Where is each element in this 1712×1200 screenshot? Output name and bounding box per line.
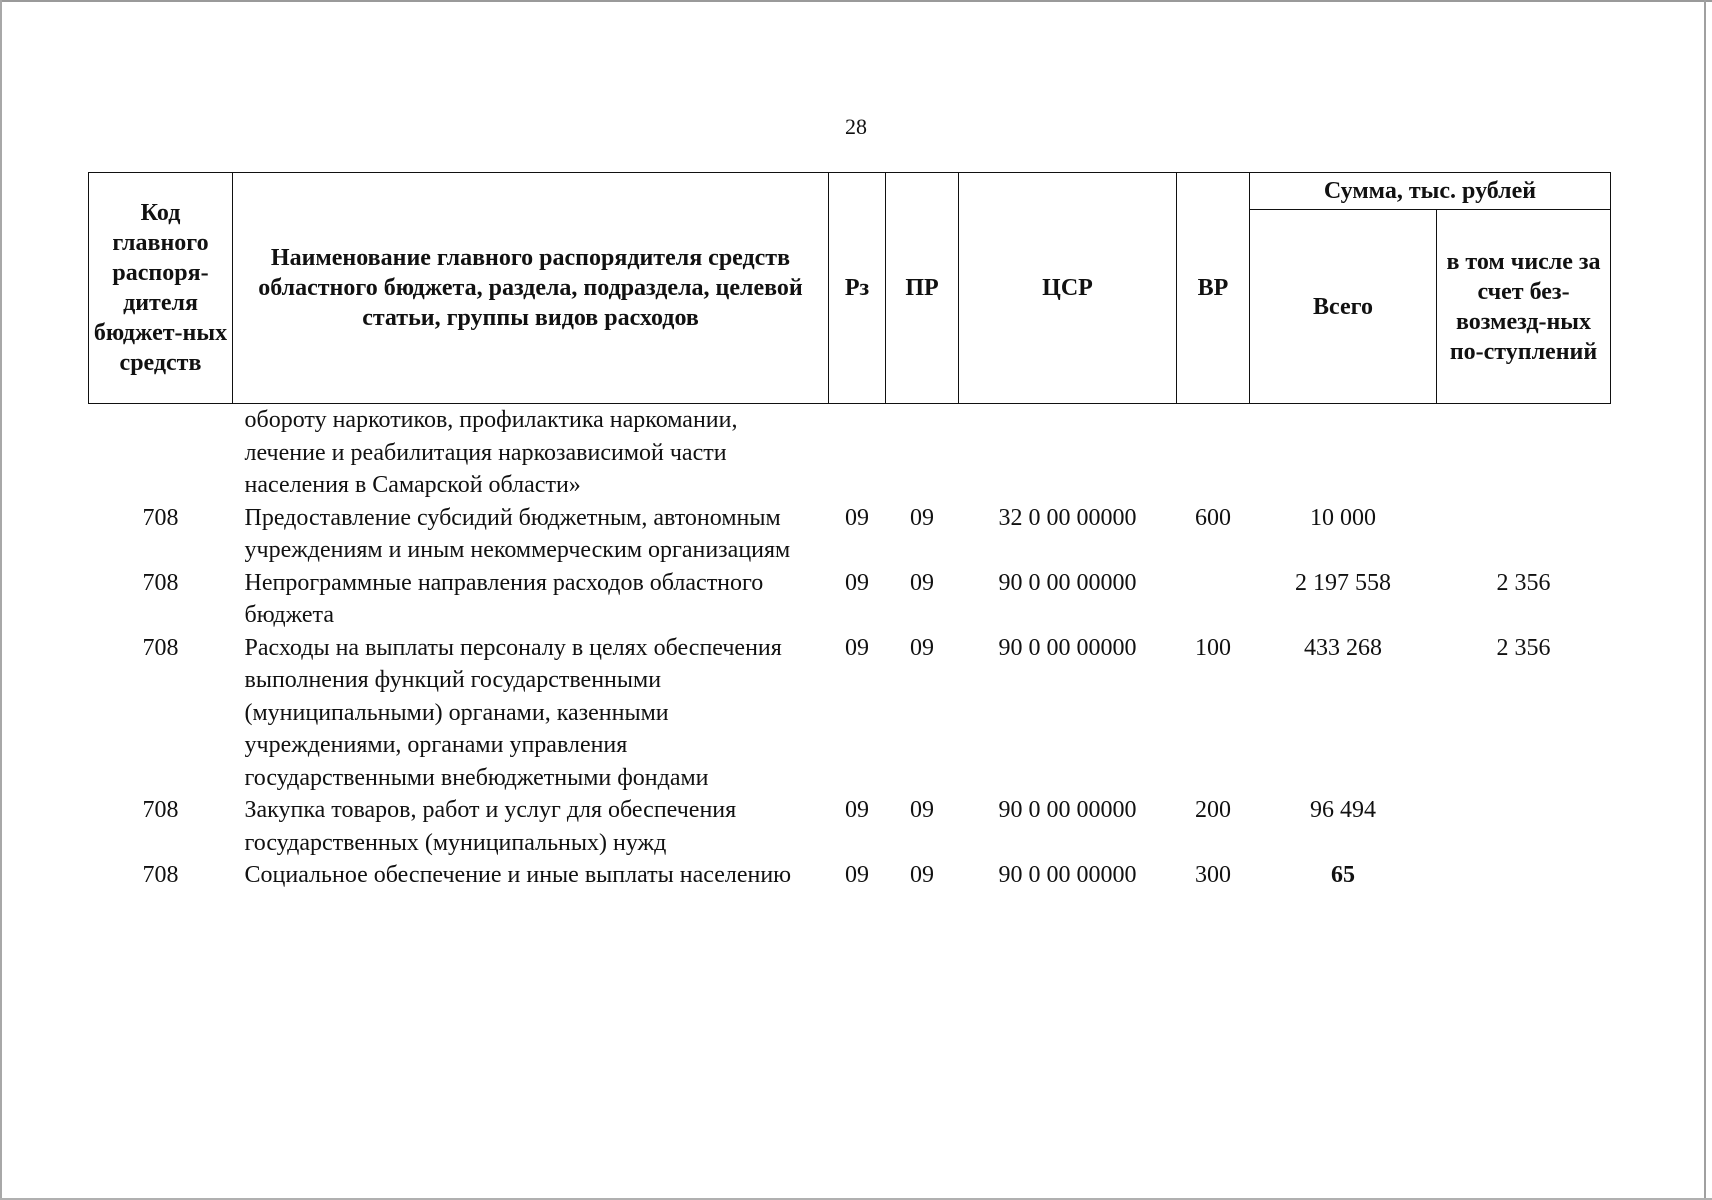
cell-code <box>89 404 233 502</box>
cell-free <box>1437 502 1611 567</box>
cell-pr: 09 <box>910 569 934 596</box>
table-row <box>89 404 1611 502</box>
cell-vr: 200 <box>1195 797 1231 823</box>
cell-code: 708 <box>142 504 179 531</box>
cell-rz <box>829 404 886 502</box>
cell-csr: 90 0 00 00000 <box>998 862 1137 888</box>
cell-name: Предоставление субсидий бюджетным, автономным учреждениям и иным некоммерческим организациям <box>244 504 791 563</box>
table-row <box>89 502 1611 567</box>
cell-pr: 09 <box>910 862 934 888</box>
header-name: Наименование главного распорядителя средств областного бюджета, раздела, подраздела, целевой статьи, группы видов расходов <box>233 173 829 404</box>
table-row <box>89 632 1611 795</box>
table-row <box>89 859 1611 892</box>
cell-free: 2 356 <box>1496 634 1551 661</box>
cell-code: 708 <box>142 634 179 661</box>
cell-csr: 90 0 00 00000 <box>998 634 1137 661</box>
cell-rz: 09 <box>845 797 869 823</box>
header-code: Код главного распоря-дителя бюджет-ных средств <box>89 173 233 404</box>
scan-edge-right <box>1704 0 1706 1200</box>
cell-pr: 09 <box>910 797 934 823</box>
table-row <box>89 567 1611 632</box>
cell-free <box>1437 404 1611 502</box>
cell-vr: 300 <box>1195 862 1231 888</box>
cell-total: 2 197 558 <box>1295 569 1391 596</box>
cell-total: 433 268 <box>1304 634 1382 661</box>
cell-rz: 09 <box>845 862 869 888</box>
table-header <box>89 173 1611 404</box>
cell-name: Закупка товаров, работ и услуг для обеспечения государственных (муниципальных) нужд <box>244 797 737 856</box>
cell-csr: 90 0 00 00000 <box>998 569 1137 596</box>
cell-csr: 90 0 00 00000 <box>998 797 1137 823</box>
table-row <box>89 794 1611 859</box>
cell-code: 708 <box>142 862 179 888</box>
cell-vr: 600 <box>1195 504 1231 531</box>
header-csr: ЦСР <box>959 173 1177 404</box>
cell-name: обороту наркотиков, профилактика наркомании, лечение и реабилитация наркозависимой части населения в Самарской области» <box>244 407 738 498</box>
cell-csr <box>959 404 1177 502</box>
cell-name: Непрограммные направления расходов областного бюджета <box>244 569 764 628</box>
cell-vr <box>1177 404 1250 502</box>
budget-table <box>88 172 1611 892</box>
cell-vr <box>1177 567 1250 632</box>
cell-pr <box>886 404 959 502</box>
header-sum: Сумма, тыс. рублей <box>1250 173 1611 210</box>
scan-edge-left <box>0 0 2 1200</box>
cell-pr: 09 <box>910 504 934 531</box>
scan-edge-top <box>0 0 1712 2</box>
cell-total: 10 000 <box>1310 504 1376 531</box>
cell-total: 96 494 <box>1310 797 1376 823</box>
cell-code: 708 <box>142 797 179 823</box>
cell-total <box>1250 404 1437 502</box>
cell-free <box>1437 859 1611 892</box>
header-rz: Рз <box>829 173 886 404</box>
header-vr: ВР <box>1177 173 1250 404</box>
cell-name: Социальное обеспечение и иные выплаты населению <box>244 862 792 888</box>
cell-vr: 100 <box>1195 634 1231 661</box>
table-body <box>89 404 1611 892</box>
header-total: Всего <box>1250 210 1437 404</box>
cell-csr: 32 0 00 00000 <box>998 504 1137 531</box>
cell-rz: 09 <box>845 504 869 531</box>
cell-rz: 09 <box>845 634 869 661</box>
cell-free: 2 356 <box>1496 569 1551 596</box>
page-number: 28 <box>845 114 867 139</box>
cell-name: Расходы на выплаты персоналу в целях обеспечения выполнения функций государственными (муниципальными) органами, казенными учреждениями, органами управления государственными внебюджетными фондами <box>244 634 782 791</box>
cell-pr: 09 <box>910 634 934 661</box>
header-pr: ПР <box>886 173 959 404</box>
cell-code: 708 <box>142 569 179 596</box>
cell-rz: 09 <box>845 569 869 596</box>
cell-total: 65 <box>1331 862 1355 888</box>
cell-free <box>1437 794 1611 859</box>
header-free: в том числе за счет без-возмезд-ных по-ступлений <box>1437 210 1611 404</box>
